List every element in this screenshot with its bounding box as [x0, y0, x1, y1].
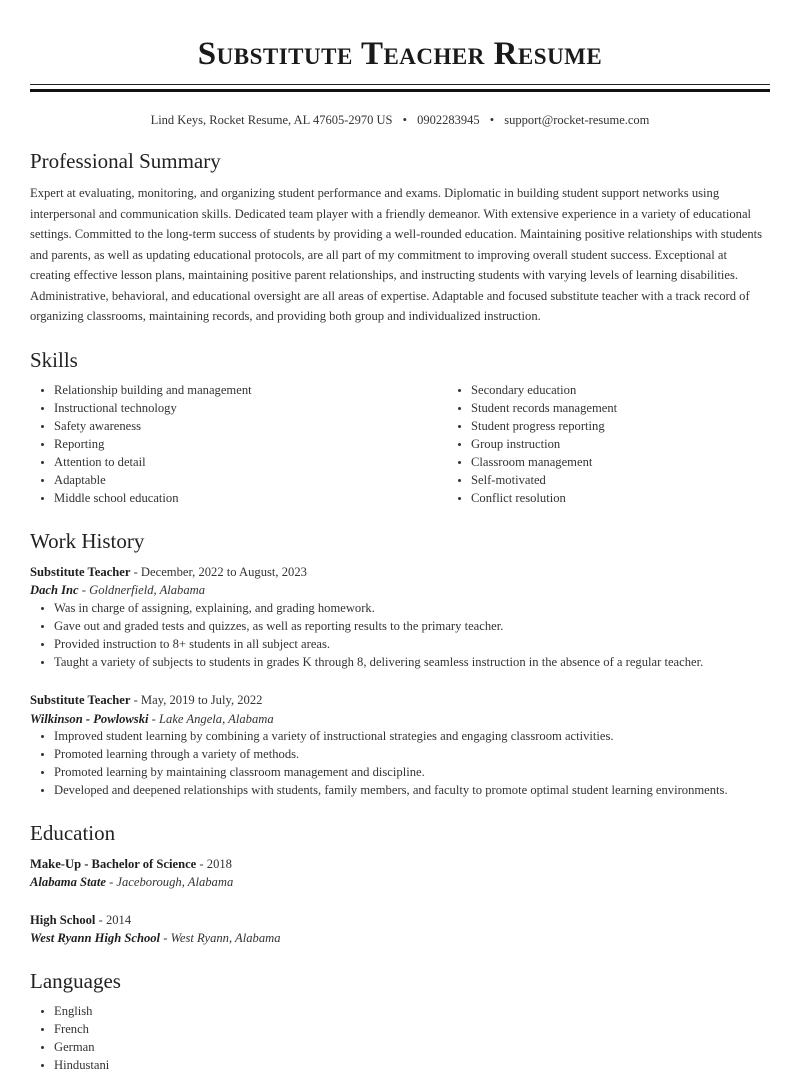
- job-company-line: Dach Inc - Goldnerfield, Alabama: [30, 581, 770, 600]
- resume-title: Substitute Teacher Resume: [30, 0, 770, 76]
- skills-column-left: [30, 382, 400, 508]
- list-item: Self-motivated: [447, 472, 770, 490]
- job-company-line: Wilkinson - Powlowski - Lake Angela, Alabama: [30, 710, 770, 729]
- section-heading-skills: Skills: [30, 347, 770, 373]
- list-item: Conflict resolution: [447, 490, 770, 508]
- education-school: West Ryann High School: [30, 931, 160, 945]
- list-item: Hindustani: [30, 1057, 770, 1074]
- contact-line: [30, 112, 770, 128]
- list-item: Instructional technology: [30, 400, 400, 418]
- job-title-line: Substitute Teacher - December, 2022 to August, 2023: [30, 563, 770, 582]
- work-history-entry: [30, 563, 770, 672]
- education-school-line: Alabama State - Jaceborough, Alabama: [30, 873, 770, 892]
- education-location: Jaceborough, Alabama: [116, 875, 233, 889]
- header-divider: [30, 84, 770, 92]
- education-year: 2014: [106, 913, 131, 927]
- list-item: Relationship building and management: [30, 382, 400, 400]
- list-item: Student records management: [447, 400, 770, 418]
- job-company: Dach Inc: [30, 583, 79, 597]
- list-item: Improved student learning by combining a variety of instructional strategies and engaging classroom activities.: [30, 728, 770, 746]
- contact-email[interactable]: support@rocket-resume.com: [504, 113, 649, 127]
- list-item: French: [30, 1021, 770, 1039]
- job-location: Goldnerfield, Alabama: [89, 583, 205, 597]
- contact-address: Lind Keys, Rocket Resume, AL 47605-2970 US: [151, 113, 393, 127]
- section-heading-languages: Languages: [30, 968, 770, 994]
- section-skills: [30, 347, 770, 508]
- job-title-line: Substitute Teacher - May, 2019 to July, 2022: [30, 691, 770, 710]
- section-heading-summary: Professional Summary: [30, 148, 770, 174]
- skills-list-right: [447, 382, 770, 508]
- job-dates: December, 2022 to August, 2023: [141, 565, 307, 579]
- contact-separator-1: •: [396, 113, 414, 127]
- education-school: Alabama State: [30, 875, 106, 889]
- list-item: Gave out and graded tests and quizzes, as well as reporting results to the primary teacher.: [30, 618, 770, 636]
- job-location: Lake Angela, Alabama: [159, 712, 274, 726]
- divider-line-thick: [30, 89, 770, 92]
- skills-columns: [30, 382, 770, 508]
- contact-separator-2: •: [483, 113, 501, 127]
- list-item: Promoted learning by maintaining classroom management and discipline.: [30, 764, 770, 782]
- education-degree-line: Make-Up - Bachelor of Science - 2018: [30, 855, 770, 874]
- education-location: West Ryann, Alabama: [171, 931, 281, 945]
- languages-list: [30, 1003, 770, 1074]
- work-history-entry: [30, 691, 770, 800]
- list-item: Adaptable: [30, 472, 400, 490]
- list-item: Group instruction: [447, 436, 770, 454]
- job-bullet-list: [30, 600, 770, 672]
- list-item: German: [30, 1039, 770, 1057]
- job-bullet-list: [30, 728, 770, 800]
- list-item: Reporting: [30, 436, 400, 454]
- section-education: [30, 820, 770, 948]
- job-title: Substitute Teacher: [30, 565, 130, 579]
- list-item: Provided instruction to 8+ students in all subject areas.: [30, 636, 770, 654]
- list-item: Student progress reporting: [447, 418, 770, 436]
- job-company: Wilkinson - Powlowski: [30, 712, 149, 726]
- section-heading-education: Education: [30, 820, 770, 846]
- section-professional-summary: [30, 148, 770, 327]
- summary-paragraph: Expert at evaluating, monitoring, and organizing student performance and exams. Diplomatic in building student support networks using interpersonal and communication skills. Dedicated team player with a friendly demeanor. With extensive experience in a variety of educational settings. Committed to the long-term success of students by providing a well-rounded education. Maintaining positive relationships with students and parents, as well as updating educational protocols, are all part of my commitment to improving overall student success. Exceptional at creating effective lesson plans, maintaining positive parent relationships, and instructing students with varying levels of learning disabilities. Administrative, behavioral, and educational oversight are all areas of expertise. Adaptable and focused substitute teacher with a track record of organizing classrooms, maintaining records, and providing both group and individualized instruction.: [30, 183, 770, 327]
- education-degree-line: High School - 2014: [30, 911, 770, 930]
- list-item: Safety awareness: [30, 418, 400, 436]
- list-item: English: [30, 1003, 770, 1021]
- education-entry: [30, 911, 770, 948]
- education-school-line: West Ryann High School - West Ryann, Alabama: [30, 929, 770, 948]
- education-degree: High School: [30, 913, 95, 927]
- list-item: Secondary education: [447, 382, 770, 400]
- contact-phone[interactable]: 0902283945: [417, 113, 480, 127]
- list-item: Was in charge of assigning, explaining, and grading homework.: [30, 600, 770, 618]
- skills-column-right: [400, 382, 770, 508]
- section-work-history: [30, 528, 770, 800]
- education-entry: [30, 855, 770, 892]
- section-languages: [30, 968, 770, 1074]
- skills-list-left: [30, 382, 400, 508]
- list-item: Taught a variety of subjects to students in grades K through 8, delivering seamless instruction in the absence of a regular teacher.: [30, 654, 770, 672]
- job-dates: May, 2019 to July, 2022: [141, 693, 263, 707]
- list-item: Promoted learning through a variety of methods.: [30, 746, 770, 764]
- section-heading-work-history: Work History: [30, 528, 770, 554]
- job-title: Substitute Teacher: [30, 693, 130, 707]
- education-year: 2018: [207, 857, 232, 871]
- list-item: Developed and deepened relationships with students, family members, and faculty to promote optimal student learning environments.: [30, 782, 770, 800]
- list-item: Attention to detail: [30, 454, 400, 472]
- list-item: Middle school education: [30, 490, 400, 508]
- list-item: Classroom management: [447, 454, 770, 472]
- education-degree: Make-Up - Bachelor of Science: [30, 857, 196, 871]
